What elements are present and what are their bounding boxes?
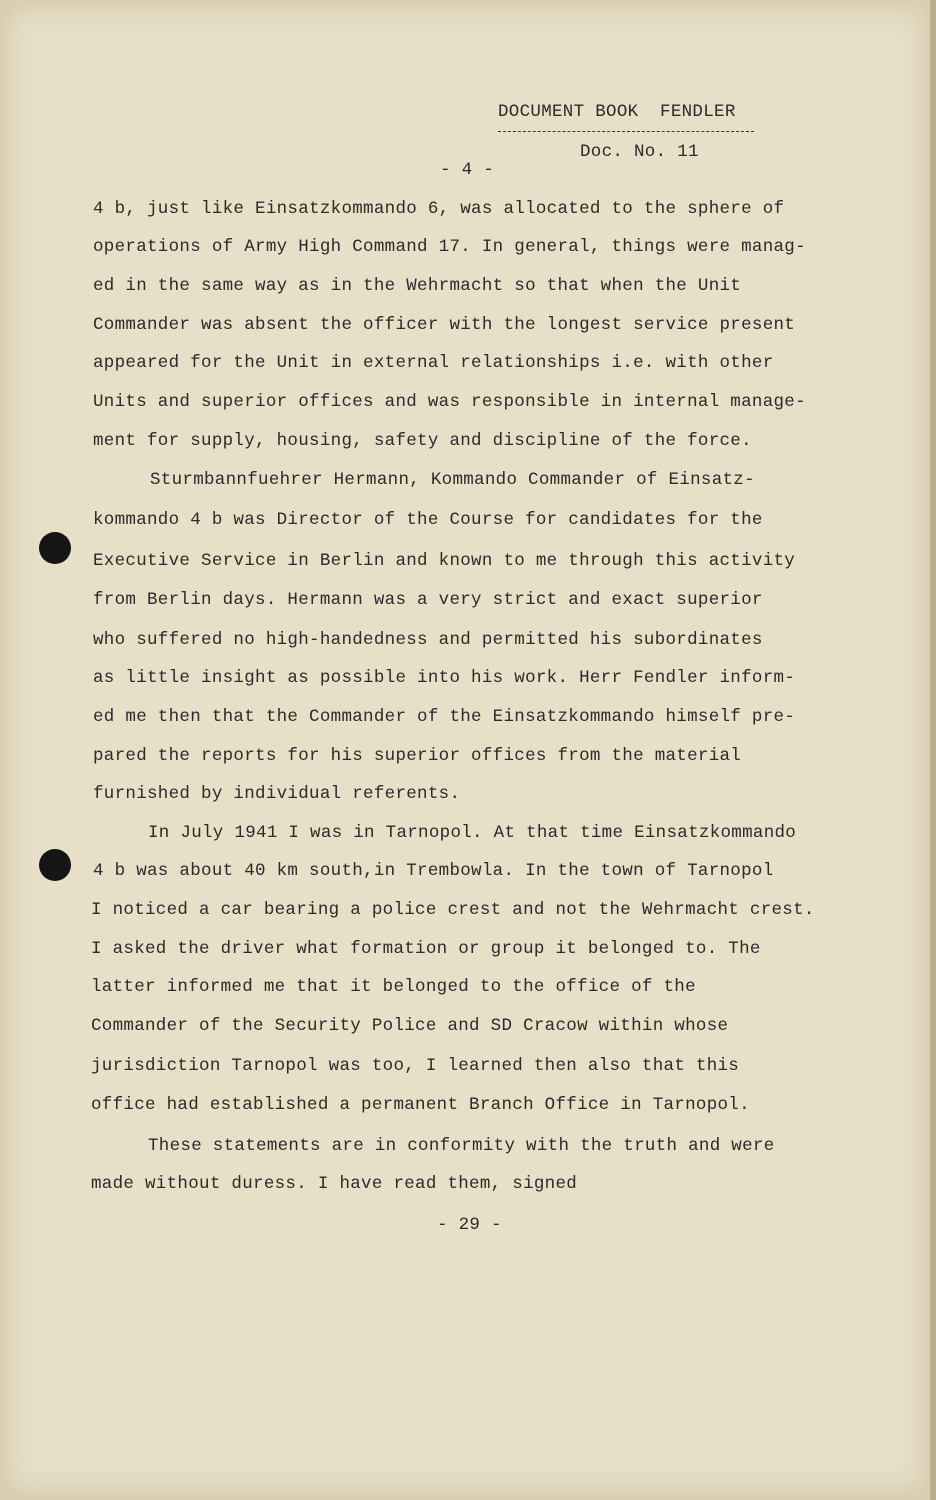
text-line: as little insight as possible into his work. Herr Fendler inform- [93, 668, 796, 688]
punch-hole-bottom [39, 849, 71, 881]
text-line: ed in the same way as in the Wehrmacht so that when the Unit [93, 276, 742, 296]
text-line: appeared for the Unit in external relationships i.e. with other [93, 353, 774, 373]
text-line: Sturmbannfuehrer Hermann, Kommando Commander of Einsatz- [150, 470, 755, 490]
text-line: from Berlin days. Hermann was a very strict and exact superior [93, 590, 763, 610]
text-line: In July 1941 I was in Tarnopol. At that time Einsatzkommando [148, 823, 797, 843]
text-line: ment for supply, housing, safety and discipline of the force. [93, 431, 752, 451]
text-line: made without duress. I have read them, signed [91, 1174, 578, 1194]
text-line: furnished by individual referents. [93, 784, 461, 804]
text-line: 4 b, just like Einsatzkommando 6, was allocated to the sphere of [93, 199, 785, 219]
text-line: 4 b was about 40 km south,in Trembowla. In the town of Tarnopol [93, 861, 774, 881]
text-line: I asked the driver what formation or group it belonged to. The [91, 939, 761, 959]
text-line: Commander was absent the officer with the longest service present [93, 315, 796, 335]
header-underline [498, 131, 754, 132]
document-book-title: DOCUMENT BOOK FENDLER [498, 102, 736, 122]
doc-number: Doc. No. 11 [580, 142, 699, 162]
text-line: pared the reports for his superior offices from the material [93, 746, 742, 766]
page-number: - 29 - [437, 1215, 502, 1235]
text-line: Units and superior offices and was responsible in internal manage- [93, 392, 806, 412]
text-line: I noticed a car bearing a police crest and not the Wehrmacht crest. [91, 900, 815, 920]
text-line: Commander of the Security Police and SD Cracow within whose [91, 1016, 729, 1036]
page-marker: - 4 - [440, 160, 495, 180]
text-line: operations of Army High Command 17. In general, things were manag- [93, 237, 806, 257]
text-line: ed me then that the Commander of the Einsatzkommando himself pre- [93, 707, 796, 727]
text-line: who suffered no high-handedness and permitted his subordinates [93, 630, 763, 650]
text-line: office had established a permanent Branch Office in Tarnopol. [91, 1095, 750, 1115]
text-line: jurisdiction Tarnopol was too, I learned then also that this [91, 1056, 740, 1076]
text-line: These statements are in conformity with the truth and were [148, 1136, 775, 1156]
punch-hole-top [39, 532, 71, 564]
page-edge [930, 0, 936, 1500]
text-line: latter informed me that it belonged to the office of the [91, 977, 696, 997]
text-line: kommando 4 b was Director of the Course for candidates for the [93, 510, 763, 530]
text-line: Executive Service in Berlin and known to me through this activity [93, 551, 796, 571]
